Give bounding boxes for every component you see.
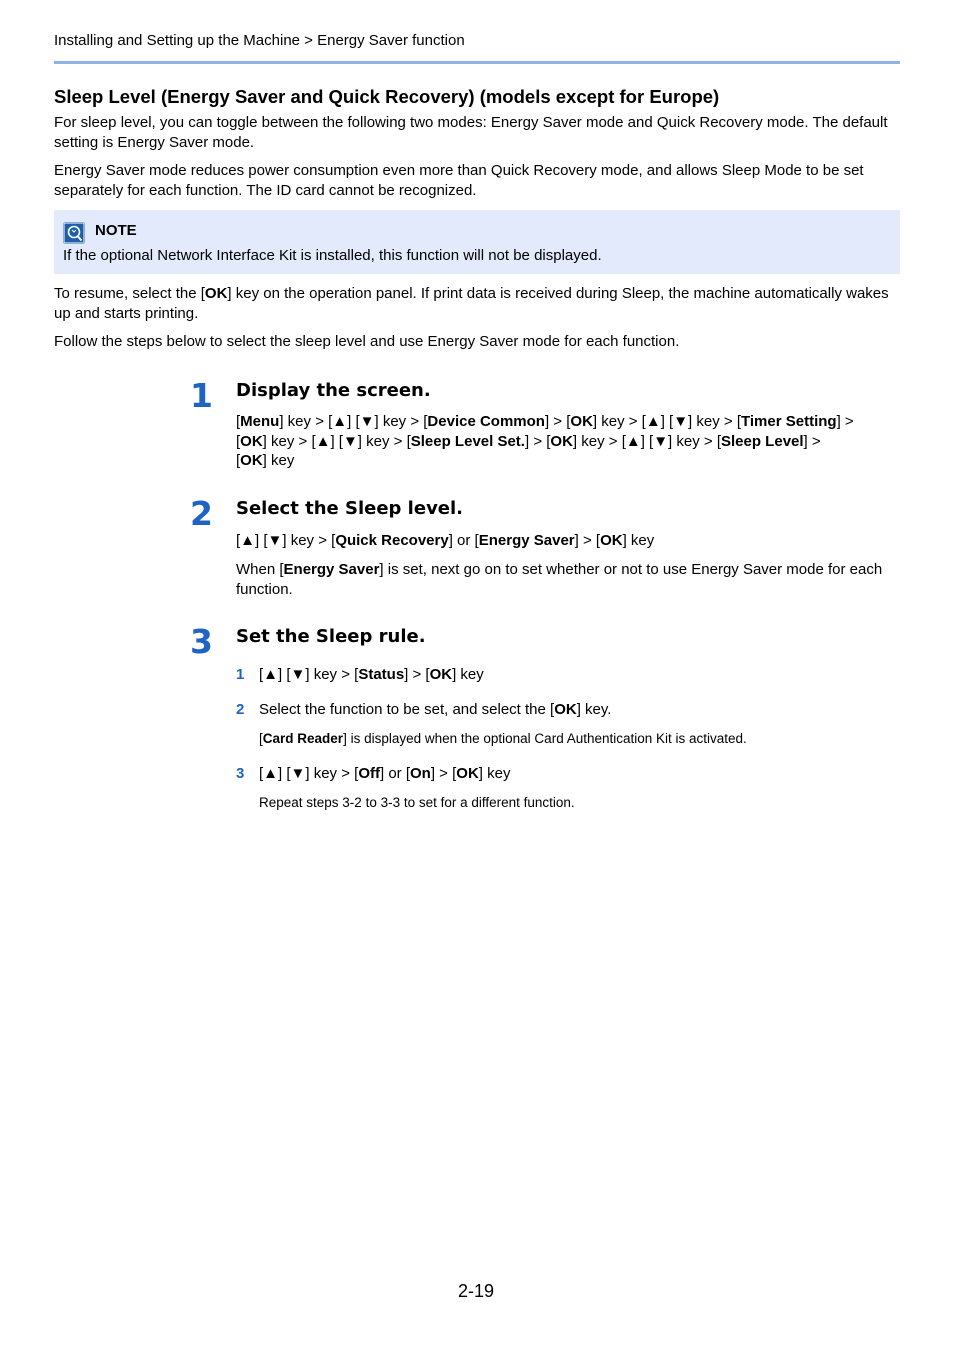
step-1-number: 1 — [190, 376, 213, 415]
substep-1-number: 1 — [236, 666, 245, 683]
note-box — [54, 210, 900, 274]
step-3-title: Set the Sleep rule. — [236, 626, 426, 647]
note-title: NOTE — [95, 222, 137, 239]
step-3-number: 3 — [190, 622, 213, 661]
step-1-path: [Menu] key > [▲] [▼] key > [Device Common] > [OK] key > [▲] [▼] key > [Timer Setting] > [OK] key > [▲] [▼] key > [Sleep Level Set.] > [OK] key > [▲] [▼] key > [Sleep Level] > [OK] key — [236, 413, 854, 469]
intro-paragraph-1: For sleep level, you can toggle between the following two modes: Energy Saver mode and Quick Recovery mode. The default setting is Energy Saver mode. — [54, 114, 888, 151]
breadcrumb: Installing and Setting up the Machine > Energy Saver function — [54, 32, 465, 49]
substep-3-text: [▲] [▼] key > [Off] or [On] > [OK] key — [259, 765, 511, 782]
step-2-number: 2 — [190, 494, 213, 533]
resume-text-after: ] key on the operation panel. If print data is received during Sleep, the machine automatically wakes up and starts printing. — [54, 285, 889, 322]
step-1-title: Display the screen. — [236, 380, 431, 401]
step-2-paragraph: When [Energy Saver] is set, next go on to set whether or not to use Energy Saver mode for each function. — [236, 561, 883, 598]
substep-3-number: 3 — [236, 765, 245, 782]
note-icon — [63, 222, 85, 244]
substep-2-text: Select the function to be set, and select the [OK] key. — [259, 701, 612, 718]
note-text: If the optional Network Interface Kit is installed, this function will not be displayed. — [63, 247, 602, 264]
resume-text-before: To resume, select the [ — [54, 285, 205, 302]
resume-paragraph — [54, 284, 900, 323]
substep-2-note: [Card Reader] is displayed when the optional Card Authentication Kit is activated. — [259, 731, 747, 746]
substep-3-note: Repeat steps 3-2 to 3-3 to set for a different function. — [259, 795, 575, 810]
step-2-path: [▲] [▼] key > [Quick Recovery] or [Energy Saver] > [OK] key — [236, 532, 655, 549]
follow-paragraph: Follow the steps below to select the sleep level and use Energy Saver mode for each function. — [54, 333, 680, 350]
resume-key: OK — [204, 285, 228, 302]
step-2-title: Select the Sleep level. — [236, 498, 464, 519]
page-number: 2-19 — [458, 1281, 495, 1301]
header-rule — [54, 61, 900, 64]
intro-paragraph-2: Energy Saver mode reduces power consumption even more than Quick Recovery mode, and allows Sleep Mode to be set separately for each function. The ID card cannot be recognized. — [54, 162, 864, 199]
substep-2-number: 2 — [236, 701, 245, 718]
section-title: Sleep Level (Energy Saver and Quick Recovery) (models except for Europe) — [54, 86, 720, 107]
substep-1-text: [▲] [▼] key > [Status] > [OK] key — [259, 666, 484, 683]
